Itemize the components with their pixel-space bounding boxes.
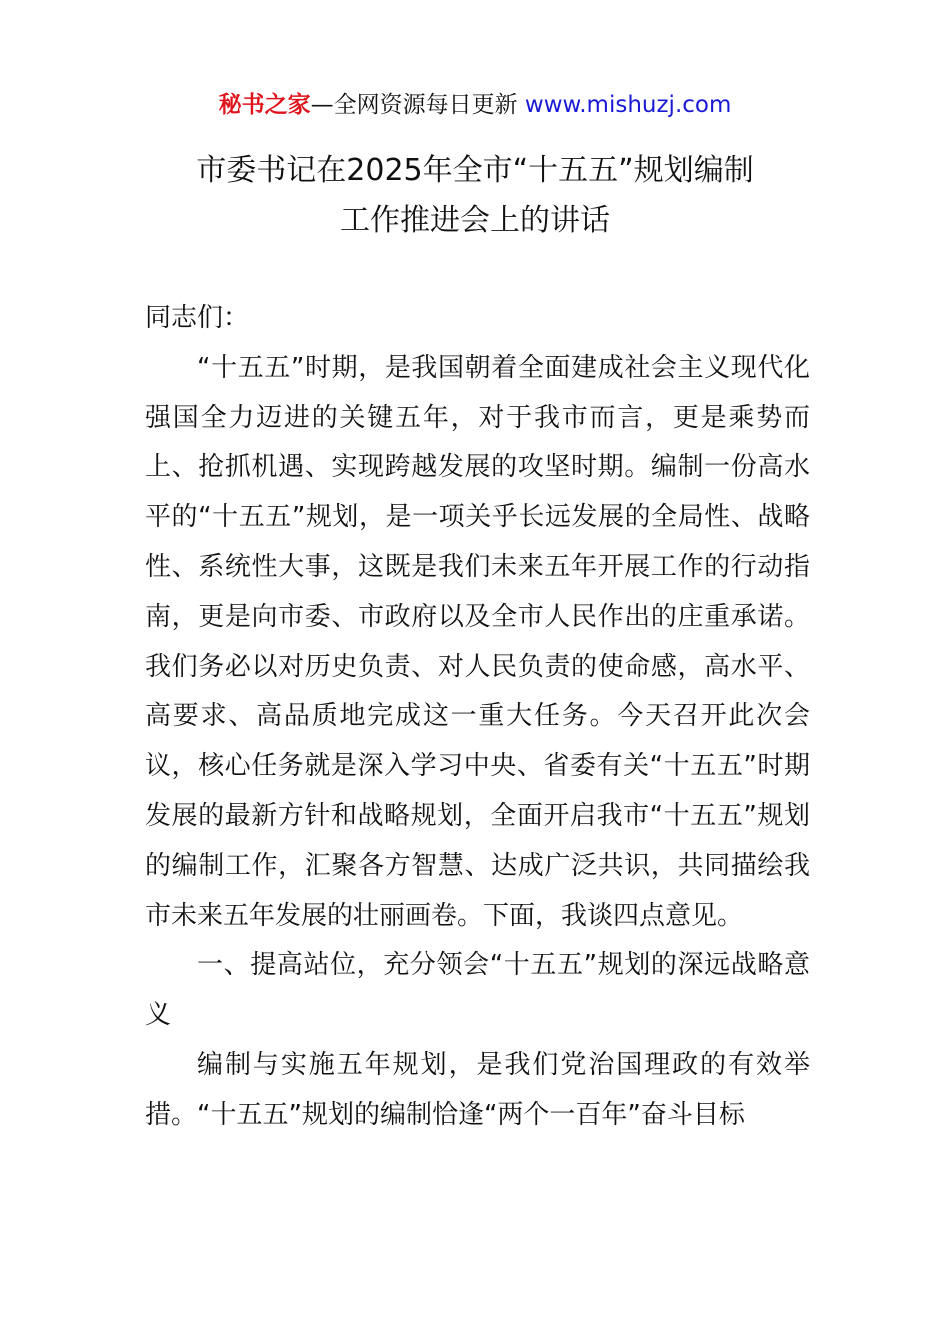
paragraph: “十五五”时期，是我国朝着全面建成社会主义现代化强国全力迈进的关键五年，对于我市而言，更是乘势而上、抢抓机遇、实现跨越发展的攻坚时期。编制一份高水平的“十五五”规划，是一项关乎长远发展的全局性、战略性、系统性大事，这既是我们未来五年开展工作的行动指南，更是向市委、市政府以及全市人民作出的庄重承诺。我们务必以对历史负责、对人民负责的使命感，高水平、高要求、高品质地完成这一重大任务。今天召开此次会议，核心任务就是深入学习中央、省委有关“十五五”时期发展的最新方针和战略规划，全面开启我市“十五五”规划的编制工作，汇聚各方智慧、达成广泛共识，共同描绘我市未来五年发展的壮丽画卷。下面，我谈四点意见。 <box>145 352 810 931</box>
section-heading: 一、提高站位，充分领会“十五五”规划的深远战略意义 <box>145 950 810 1031</box>
document-body <box>145 294 810 1141</box>
site-name: 秘书之家 <box>218 92 311 118</box>
site-slogan: —全网资源每日更新 <box>310 92 518 118</box>
title-line-1: 市委书记在2025年全市“十五五”规划编制 <box>196 153 754 188</box>
title-line-2: 工作推进会上的讲话 <box>340 203 610 238</box>
site-header <box>0 88 950 122</box>
salutation: 同志们： <box>145 303 250 333</box>
document-title <box>0 146 950 246</box>
site-url-link[interactable]: www.mishuzj.com <box>524 92 732 118</box>
paragraph: 编制与实施五年规划，是我们党治国理政的有效举措。“十五五”规划的编制恰逢“两个一百年”奋斗目标 <box>145 1049 810 1130</box>
